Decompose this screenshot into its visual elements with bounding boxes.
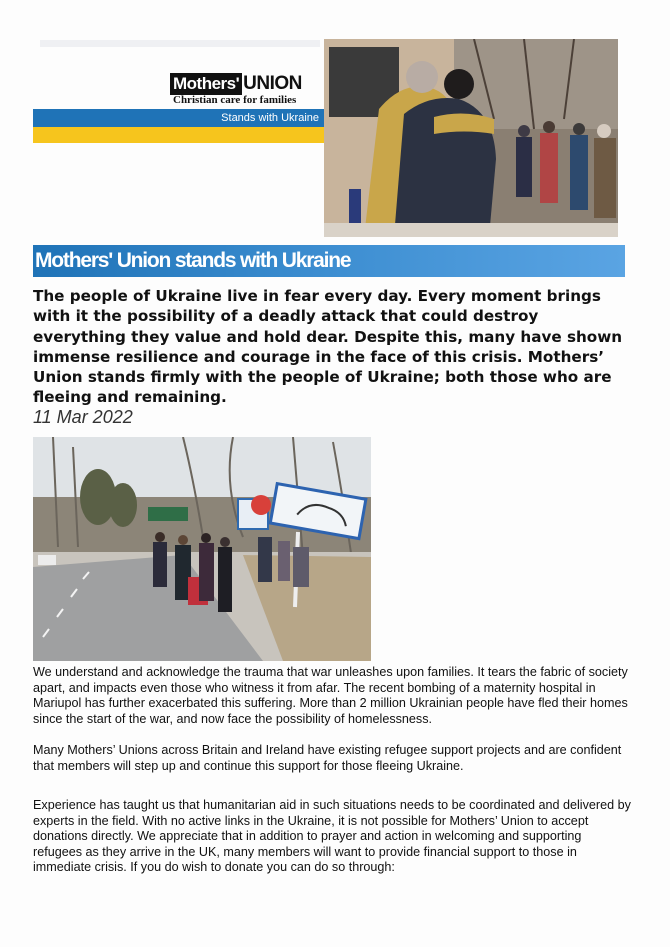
body-paragraph-3: Experience has taught us that humanitarian aid in such situations needs to be coordinated and delivered by experts in the field. With no active links in the Ukraine, it is not possible for Mothers’ Union to accept donations directly. We appreciate that in addition to prayer and action in welcoming and supporting refugees as they arrive in the UK, many members will want to provide financial support to those in immediate crisis. If you do wish to donate you can do so through: [33,798,631,875]
logo-tagline: Christian care for families [173,94,297,106]
body-paragraph-1: We understand and acknowledge the trauma that war unleashes upon families. It tears the fabric of society apart, and impacts even those who witness it from afar. The recent bombing of a maternity hospital in Mariupol has further exacerbated this suffering. More than 2 million Ukrainian people have fled their homes since the start of the war, and now face the possibility of homelessness. [33,665,628,726]
yellow-stripe [33,127,325,143]
show-through-text [40,40,320,59]
lead-paragraph: The people of Ukraine live in fear every day. Every moment brings with it the possibility of a deadly attack that could destroy everything they value and hold dear. Despite this, many have shown immense resilience and courage in the face of this crisis. Mothers’ Union stands firmly with the people of Ukraine; both those who are fleeing and remaining. [33,287,623,407]
article-title: Mothers' Union stands with Ukraine [35,249,351,272]
article-title-bar [33,245,625,277]
mothers-union-logo [170,73,302,95]
body-paragraph-2: Many Mothers’ Unions across Britain and Ireland have existing refugee support projects and are confident that members will step up and continue this support for those fleeing Ukraine. [33,743,622,773]
logo-boxed-text: Mothers' [170,73,242,95]
article-date: 11 Mar 2022 [33,407,133,427]
photo-embracing-refugees [324,39,618,237]
brand-header [33,70,325,145]
photo-refugees-walking-border-road [33,437,371,661]
banner-text: Stands with Ukraine [221,112,319,124]
logo-union-text: UNION [243,73,302,94]
stands-with-ukraine-banner [33,109,325,127]
